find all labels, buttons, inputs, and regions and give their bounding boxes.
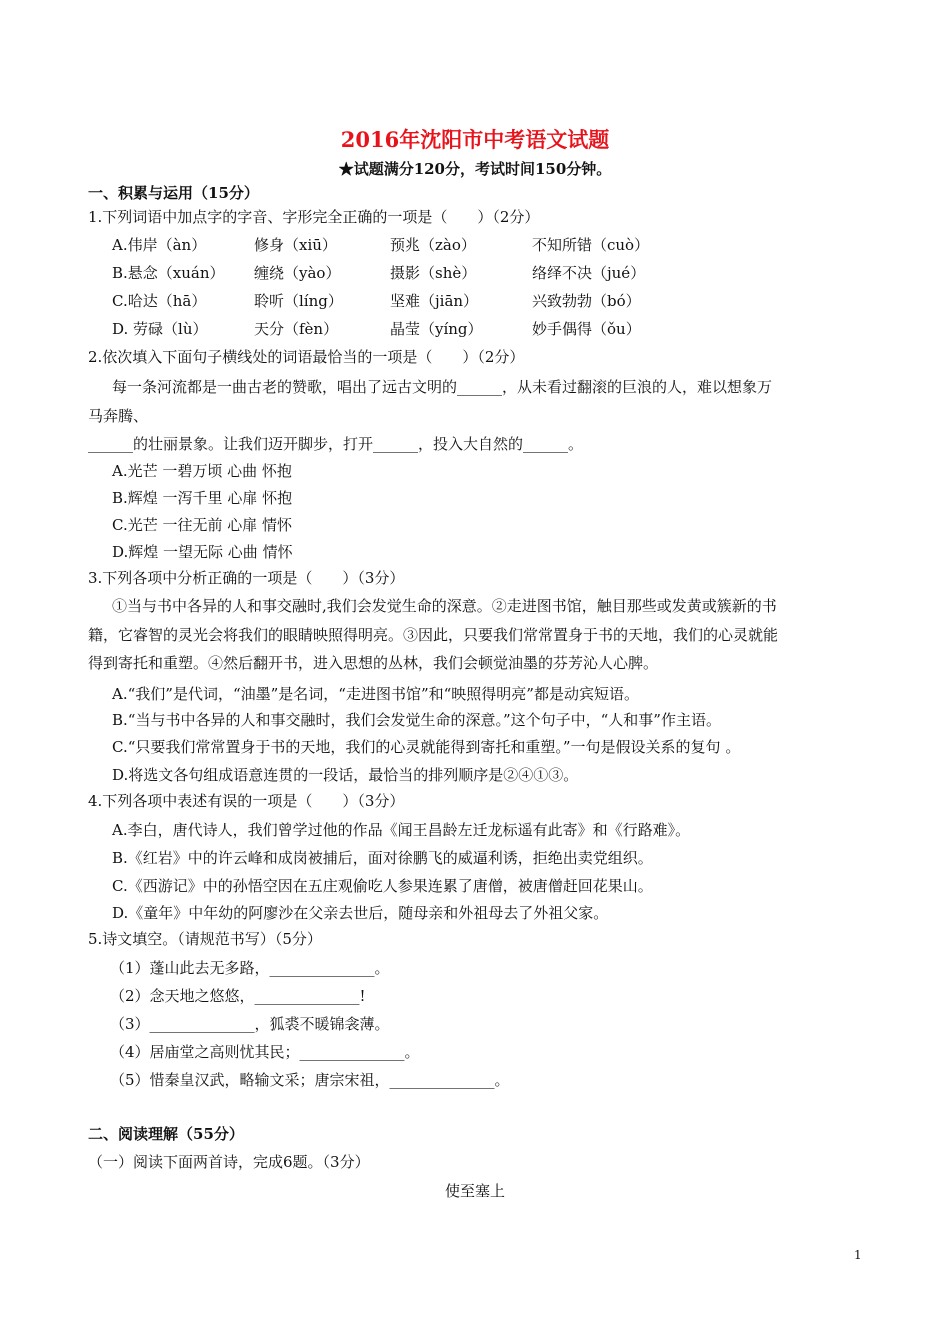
- q4-option: B.《红岩》中的许云峰和成岗被捕后，面对徐鹏飞的威逼利诱，拒绝出卖党组织。: [112, 849, 653, 867]
- q5-item: （2）念天地之悠悠，______________!: [110, 987, 366, 1005]
- question-4-stem: 4.下列各项中表述有误的一项是（ ）（3分）: [88, 792, 405, 810]
- question-3-stem: 3.下列各项中分析正确的一项是（ ）（3分）: [88, 569, 405, 587]
- q1-cell: 坚难（jiān）: [390, 292, 479, 310]
- q5-item: （4）居庙堂之高则忧其民；______________。: [110, 1043, 420, 1061]
- q4-option: C.《西游记》中的孙悟空因在五庄观偷吃人参果连累了唐僧，被唐僧赶回花果山。: [112, 877, 653, 895]
- q3-text-line: 得到寄托和重塑。④然后翻开书，进入思想的丛林，我们会顿觉油墨的芬芳沁人心脾。: [88, 654, 659, 672]
- q1-cell: B.悬念（xuán）: [112, 264, 225, 282]
- q1-cell: 络绎不决（jué）: [532, 264, 646, 282]
- q1-cell: 预兆（zào）: [390, 236, 476, 254]
- poem-title: 使至塞上: [444, 1182, 505, 1200]
- q2-option: A.光芒 一碧万顷 心曲 怀抱: [112, 462, 292, 480]
- q5-item: （3）______________，狐裘不暖锦衾薄。: [110, 1015, 390, 1033]
- q4-option: D.《童年》中年幼的阿廖沙在父亲去世后，随母亲和外祖母去了外祖父家。: [112, 904, 609, 922]
- q1-cell: 兴致勃勃（bó）: [532, 292, 641, 310]
- q3-text-line: 籍，它睿智的灵光会将我们的眼睛映照得明亮。③因此，只要我们常常置身于书的天地，我们的心灵就能: [88, 626, 779, 644]
- q1-cell: 天分（fèn）: [254, 320, 339, 338]
- q5-item: （5）惜秦皇汉武，略输文采；唐宗宋祖，______________。: [110, 1071, 510, 1089]
- q1-cell: 修身（xiū）: [254, 236, 337, 254]
- q5-item: （1）蓬山此去无多路，______________。: [110, 959, 390, 977]
- q1-cell: 缠绕（yào）: [254, 264, 341, 282]
- q1-cell: C.哈达（hā）: [112, 292, 207, 310]
- q2-option: B.辉煌 一泻千里 心扉 怀抱: [112, 489, 293, 507]
- question-2-stem: 2.依次填入下面句子横线处的词语最恰当的一项是（ ）（2分）: [88, 348, 525, 366]
- q1-cell: A.伟岸（àn）: [112, 236, 207, 254]
- q2-option: D.辉煌 一望无际 心曲 情怀: [112, 543, 293, 561]
- q2-text-line: 马奔腾、: [88, 407, 149, 425]
- page-number: 1: [854, 1248, 862, 1262]
- q2-text-line: 每一条河流都是一曲古老的赞歌，唱出了远古文明的______，从未看过翻滚的巨浪的人，难以想象万: [112, 378, 773, 396]
- part2-subheading: （一）阅读下面两首诗，完成6题。（3分）: [88, 1153, 370, 1171]
- q4-option: A.李白，唐代诗人，我们曾学过他的作品《闻王昌龄左迁龙标遥有此寄》和《行路难》。: [112, 821, 691, 839]
- question-5-stem: 5.诗文填空。（请规范书写）（5分）: [88, 930, 322, 948]
- q3-option: B.“当与书中各异的人和事交融时，我们会发觉生命的深意。”这个句子中，“人和事”作主语。: [112, 711, 721, 729]
- q2-option: C.光芒 一往无前 心扉 情怀: [112, 516, 293, 534]
- q2-text-line: ______的壮丽景象。让我们迈开脚步，打开______，投入大自然的______。: [88, 435, 584, 453]
- q1-cell: 不知所错（cuò）: [532, 236, 650, 254]
- q3-option: D.将选文各句组成语意连贯的一段话，最恰当的排列顺序是②④①③。: [112, 766, 579, 784]
- section-heading-2: 二、阅读理解（55分）: [88, 1125, 244, 1143]
- q3-text-line: ①当与书中各异的人和事交融时,我们会发觉生命的深意。②走进图书馆，触目那些或发黄或簇新的书: [112, 597, 777, 615]
- q1-cell: 摄影（shè）: [390, 264, 477, 282]
- q1-cell: D. 劳碌（lù）: [112, 320, 208, 338]
- page-subtitle: ★试题满分120分，考试时间150分钟。: [338, 160, 612, 178]
- section-heading-1: 一、积累与运用（15分）: [88, 184, 259, 202]
- q3-option: A.“我们”是代词，“油墨”是名词，“走进图书馆”和“映照得明亮”都是动宾短语。: [112, 685, 639, 703]
- page-title: 2016年沈阳市中考语文试题: [340, 127, 610, 152]
- q1-cell: 妙手偶得（ǒu）: [532, 320, 641, 338]
- q1-cell: 聆听（líng）: [254, 292, 343, 310]
- question-1-stem: 1.下列词语中加点字的字音、字形完全正确的一项是（ ）（2分）: [88, 208, 540, 226]
- q3-option: C.“只要我们常常置身于书的天地，我们的心灵就能得到寄托和重塑。”一句是假设关系的复句 。: [112, 738, 741, 756]
- q1-cell: 晶莹（yíng）: [390, 320, 483, 338]
